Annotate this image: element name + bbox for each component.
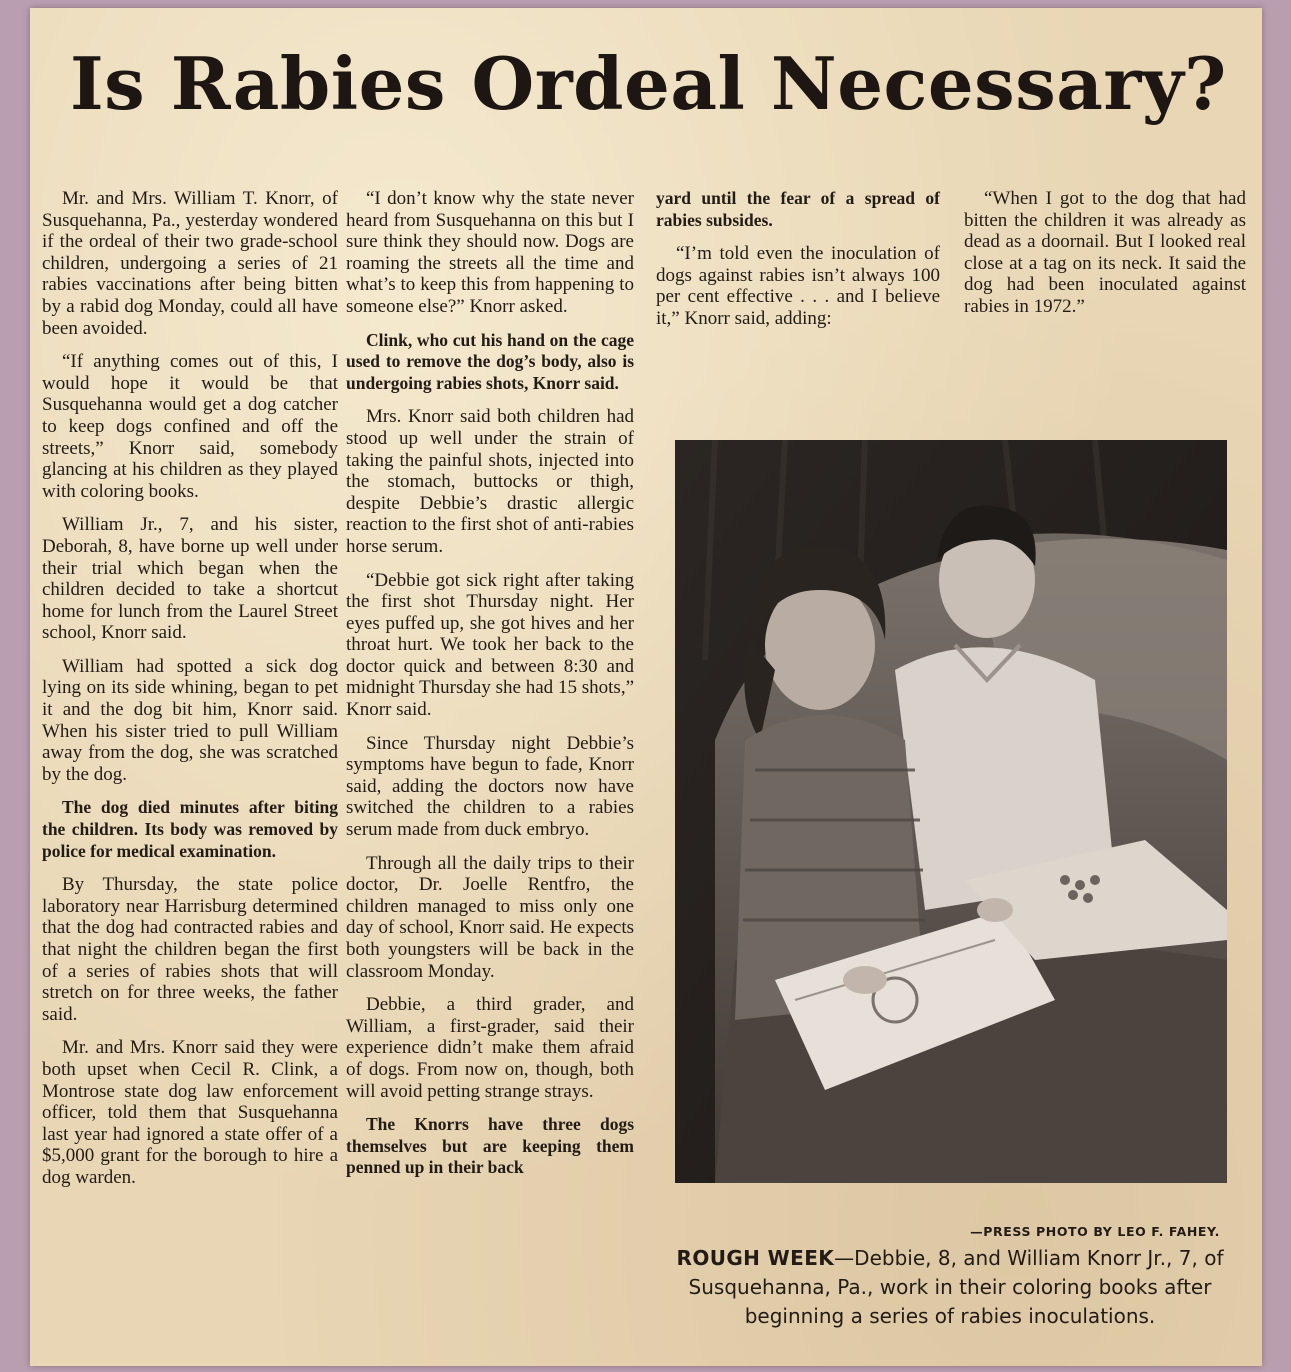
article-column-4 [964, 188, 1246, 330]
article-paragraph: Mrs. Knorr said both children had stood up well under the strain of taking the painful shots, injected into the stomach, buttocks or thigh, despite Debbie’s drastic allergic reaction to the first shot of anti-rabies horse serum. [346, 406, 634, 557]
article-paragraph: William Jr., 7, and his sister, Deborah, 8, have borne up well under their trial which began when the children decided to take a shortcut home for lunch from the Laurel Street school, Knorr said. [42, 514, 338, 644]
headline: Is Rabies Ordeal Necessary? [70, 41, 1227, 126]
article-paragraph: Through all the daily trips to their doctor, Dr. Joelle Rentfro, the children managed to miss only one day of school, Knorr said. He expects both youngsters will be back in the classroom Monday. [346, 852, 634, 982]
article-column-1 [42, 188, 338, 1201]
article-paragraph: “I don’t know why the state never heard from Susquehanna on this but I sure think they should now. Dogs are roaming the streets all the time and what’s to keep this from happening to someone else?” Knorr asked. [346, 188, 634, 317]
article-paragraph: yard until the fear of a spread of rabies subsides. [656, 188, 940, 230]
article-paragraph: “If anything comes out of this, I would hope it would be that Susquehanna would get a dog catcher to keep dogs confined and off the streets,” Knorr said, somebody glancing at his children as they played with coloring books. [42, 351, 338, 502]
article-column-2 [346, 188, 634, 1191]
article-paragraph: William had spotted a sick dog lying on its side whining, began to pet it and the dog bit him, Knorr said. When his sister tried to pull William away from the dog, she was scratched by the dog. [42, 655, 338, 785]
caption-text: —Debbie, 8, and William Knorr Jr., 7, of Susquehanna, Pa., work in their coloring books after beginning a series of rabies inoculations. [688, 1246, 1224, 1328]
article-paragraph: “Debbie got sick right after taking the first shot Thursday night. Her eyes puffed up, she got hives and her throat hurt. We took her back to the doctor quick and between 8:30 and midnight Thursday she had 15 shots,” Knorr said. [346, 569, 634, 721]
article-paragraph: By Thursday, the state police laboratory near Harrisburg determined that the dog had contracted rabies and that night the children began the first of a series of rabies shots that will stretch on for three weeks, the father said. [42, 874, 338, 1025]
photo-credit: —PRESS PHOTO BY LEO F. FAHEY. [970, 1224, 1220, 1239]
article-paragraph: Debbie, a third grader, and William, a first-grader, said their experience didn’t make them afraid of dogs. From now on, though, both will avoid petting strange strays. [346, 994, 634, 1102]
article-column-3 [656, 188, 940, 342]
photo-caption [676, 1244, 1224, 1331]
newspaper-clipping [30, 8, 1262, 1366]
caption-lead: ROUGH WEEK [676, 1246, 835, 1270]
article-paragraph: Clink, who cut his hand on the cage used to remove the dog’s body, also is undergoing rabies shots, Knorr said. [346, 329, 634, 393]
article-paragraph: “I’m told even the inoculation of dogs against rabies isn’t always 100 per cent effective . . . and I believe it,” Knorr said, adding: [656, 243, 940, 329]
article-paragraph: Since Thursday night Debbie’s symptoms have begun to fade, Knorr said, adding the doctors now have switched the children to a rabies serum made from duck embryo. [346, 732, 634, 841]
article-paragraph: Mr. and Mrs. William T. Knorr, of Susquehanna, Pa., yesterday wondered if the ordeal of their two grade-school children, undergoing a series of 21 rabies vaccinations after being bitten by a rabid dog Monday, could all have been avoided. [42, 188, 338, 339]
article-paragraph: The dog died minutes after biting the children. Its body was removed by police for medical examination. [42, 797, 338, 861]
children-coloring-photo [675, 440, 1227, 1183]
article-paragraph: The Knorrs have three dogs themselves but are keeping them penned up in their back [346, 1114, 634, 1178]
article-paragraph: Mr. and Mrs. Knorr said they were both upset when Cecil R. Clink, a Montrose state dog law enforcement officer, told them that Susquehanna last year had ignored a state offer of a $5,000 grant for the borough to hire a dog warden. [42, 1037, 338, 1188]
news-photo [675, 440, 1227, 1183]
article-paragraph: “When I got to the dog that had bitten the children it was already as dead as a doornail. But I looked real close at a tag on its neck. It said the dog had been inoculated against rabies in 1972.” [964, 188, 1246, 317]
